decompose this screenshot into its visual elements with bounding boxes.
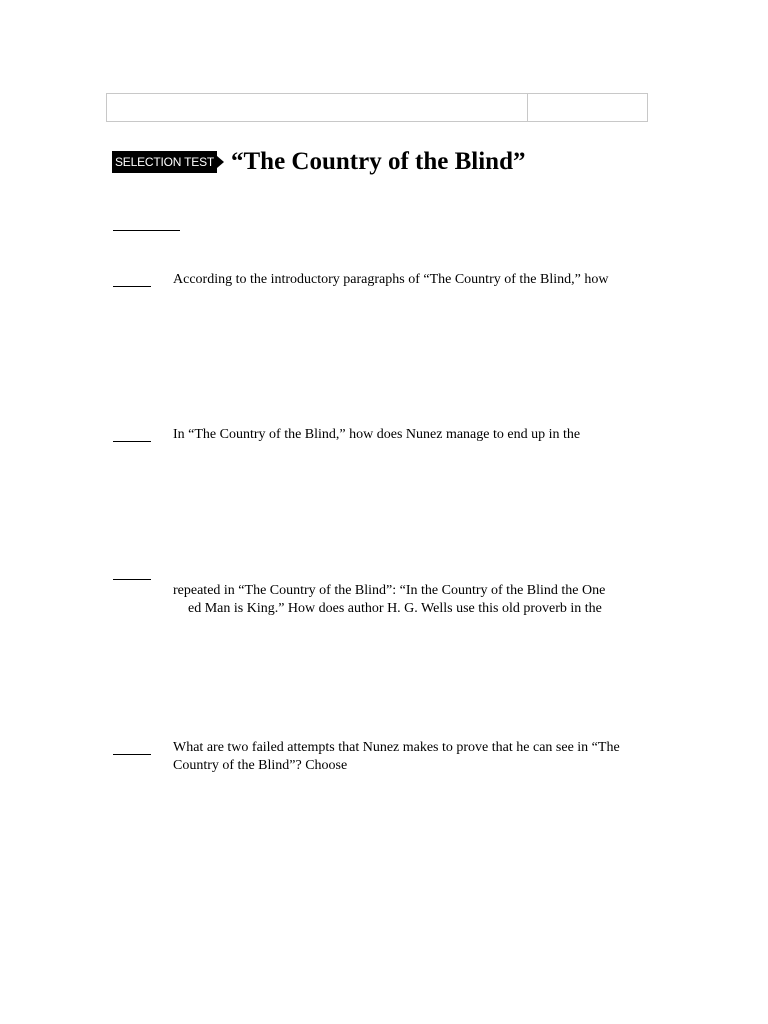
answer-blank-1 bbox=[113, 286, 151, 287]
answer-blank-3 bbox=[113, 579, 151, 580]
badge-label: SELECTION TEST bbox=[112, 151, 217, 173]
question-4 bbox=[173, 739, 663, 775]
question-2-line-1: In “The Country of the Blind,” how does Nunez manage to end up in the bbox=[173, 427, 581, 442]
badge-arrow-icon bbox=[217, 156, 224, 168]
header-table bbox=[106, 93, 648, 122]
answer-blank-2 bbox=[113, 441, 151, 442]
question-4-line-1: What are two failed attempts that Nunez makes to prove that he can see in “The bbox=[173, 740, 620, 755]
date-cell bbox=[528, 94, 647, 121]
question-1-line-1: According to the introductory paragraphs of “The Country of the Blind,” how bbox=[173, 272, 609, 287]
selection-test-badge bbox=[112, 151, 224, 173]
question-2 bbox=[173, 426, 663, 444]
question-3-line-1: repeated in “The Country of the Blind”: “In the Country of the Blind the One bbox=[173, 583, 606, 598]
question-1 bbox=[173, 271, 663, 289]
answer-blank-4 bbox=[113, 754, 151, 755]
question-3-line-2: ed Man is King.” How does author H. G. Wells use this old proverb in the bbox=[188, 601, 602, 616]
score-blank-line bbox=[113, 230, 180, 231]
question-4-line-2: Country of the Blind”? Choose bbox=[173, 758, 348, 773]
name-cell bbox=[107, 94, 528, 121]
question-3 bbox=[173, 582, 663, 618]
page-title: “The Country of the Blind” bbox=[231, 148, 526, 175]
